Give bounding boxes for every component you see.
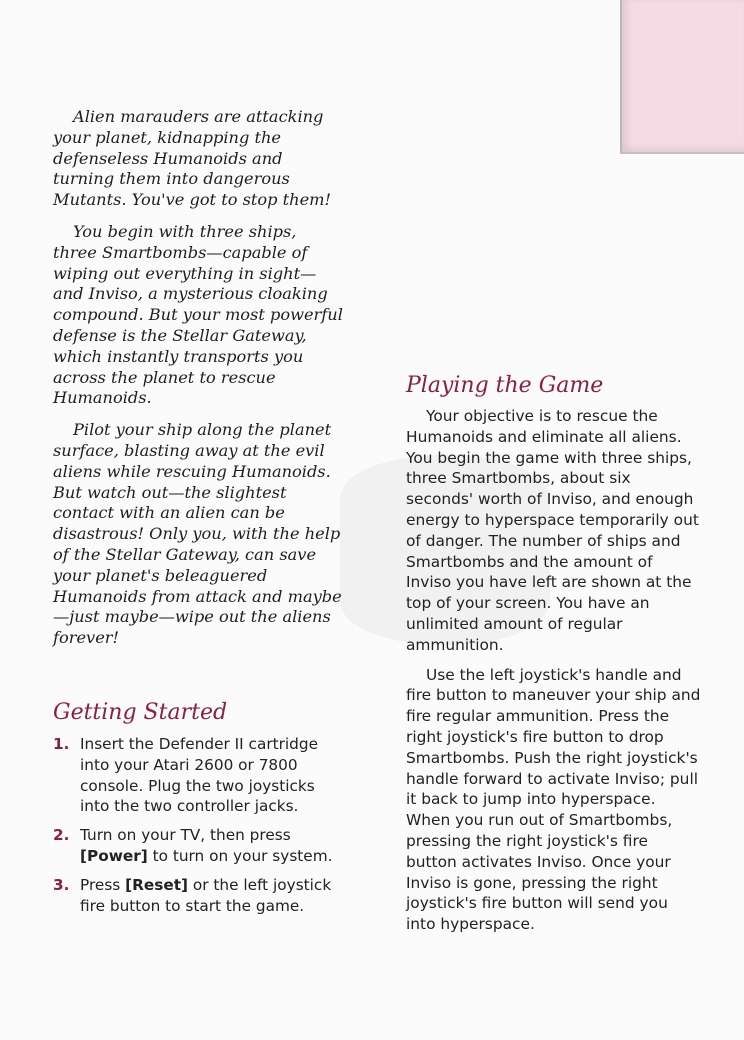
step-number: 2.: [53, 826, 70, 845]
story-paragraph: You begin with three ships, three Smartbombs—capable of wiping out everything in sight—and Inviso, a mysterious cloaking compound. But your most powerful defense is the Stellar Gateway, which instantly transports you across the planet to rescue Humanoids.: [53, 221, 343, 408]
page-tab: [620, 0, 744, 154]
step-text: Press [Reset] or the left joystick fire button to start the game.: [80, 875, 332, 915]
reset-key: [Reset]: [125, 875, 189, 894]
story-paragraph: Alien marauders are attacking your planet, kidnapping the defenseless Humanoids and turning them into dangerous Mutants. You've got to stop them!: [53, 107, 332, 210]
playing-the-game-body: [406, 406, 702, 944]
power-key: [Power]: [80, 846, 148, 865]
getting-started-steps: [53, 734, 348, 924]
step-number: 1.: [53, 735, 70, 753]
playing-paragraph: Use the left joystick's handle and fire button to maneuver your ship and fire regular ammunition. Press the right joystick's fire button to drop Smartbombs. Push the right joystick's handle forward to activate Inviso; pull it back to jump into hyperspace. When you run out of Smartbombs, pressing the right joystick's fire button activates Inviso. Once your Inviso is gone, pressing the right joystick's fire button will send you into hyperspace.: [406, 665, 701, 934]
step-item: [53, 825, 348, 867]
playing-paragraph: Your objective is to rescue the Humanoids and eliminate all aliens. You begin the game with three ships, three Smartbombs, about six seconds' worth of Inviso, and enough energy to hyperspace temporarily out of danger. The number of ships and Smartbombs and the amount of Inviso you have left are shown at the top of your screen. You have an unlimited amount of regular ammunition.: [406, 407, 699, 654]
getting-started-heading: Getting Started: [53, 700, 228, 725]
playing-the-game-heading: Playing the Game: [406, 373, 604, 398]
step-text: Turn on your TV, then press [Power] to turn on your system.: [80, 826, 333, 865]
step-item: [53, 875, 348, 917]
step-number: 3.: [53, 875, 70, 894]
story-intro: [53, 107, 345, 660]
step-item: [53, 734, 348, 817]
story-paragraph: Pilot your ship along the planet surface, blasting away at the evil aliens while rescuing Humanoids. But watch out—the slightest contact with an alien can be disastrous! Only you, with the help of the Stellar Gateway, can save your planet's beleaguered Humanoids from attack and maybe—just maybe—wipe out the aliens forever!: [53, 420, 342, 648]
step-text: Insert the Defender II cartridge into your Atari 2600 or 7800 console. Plug the two joysticks into the two controller jacks.: [80, 735, 318, 816]
